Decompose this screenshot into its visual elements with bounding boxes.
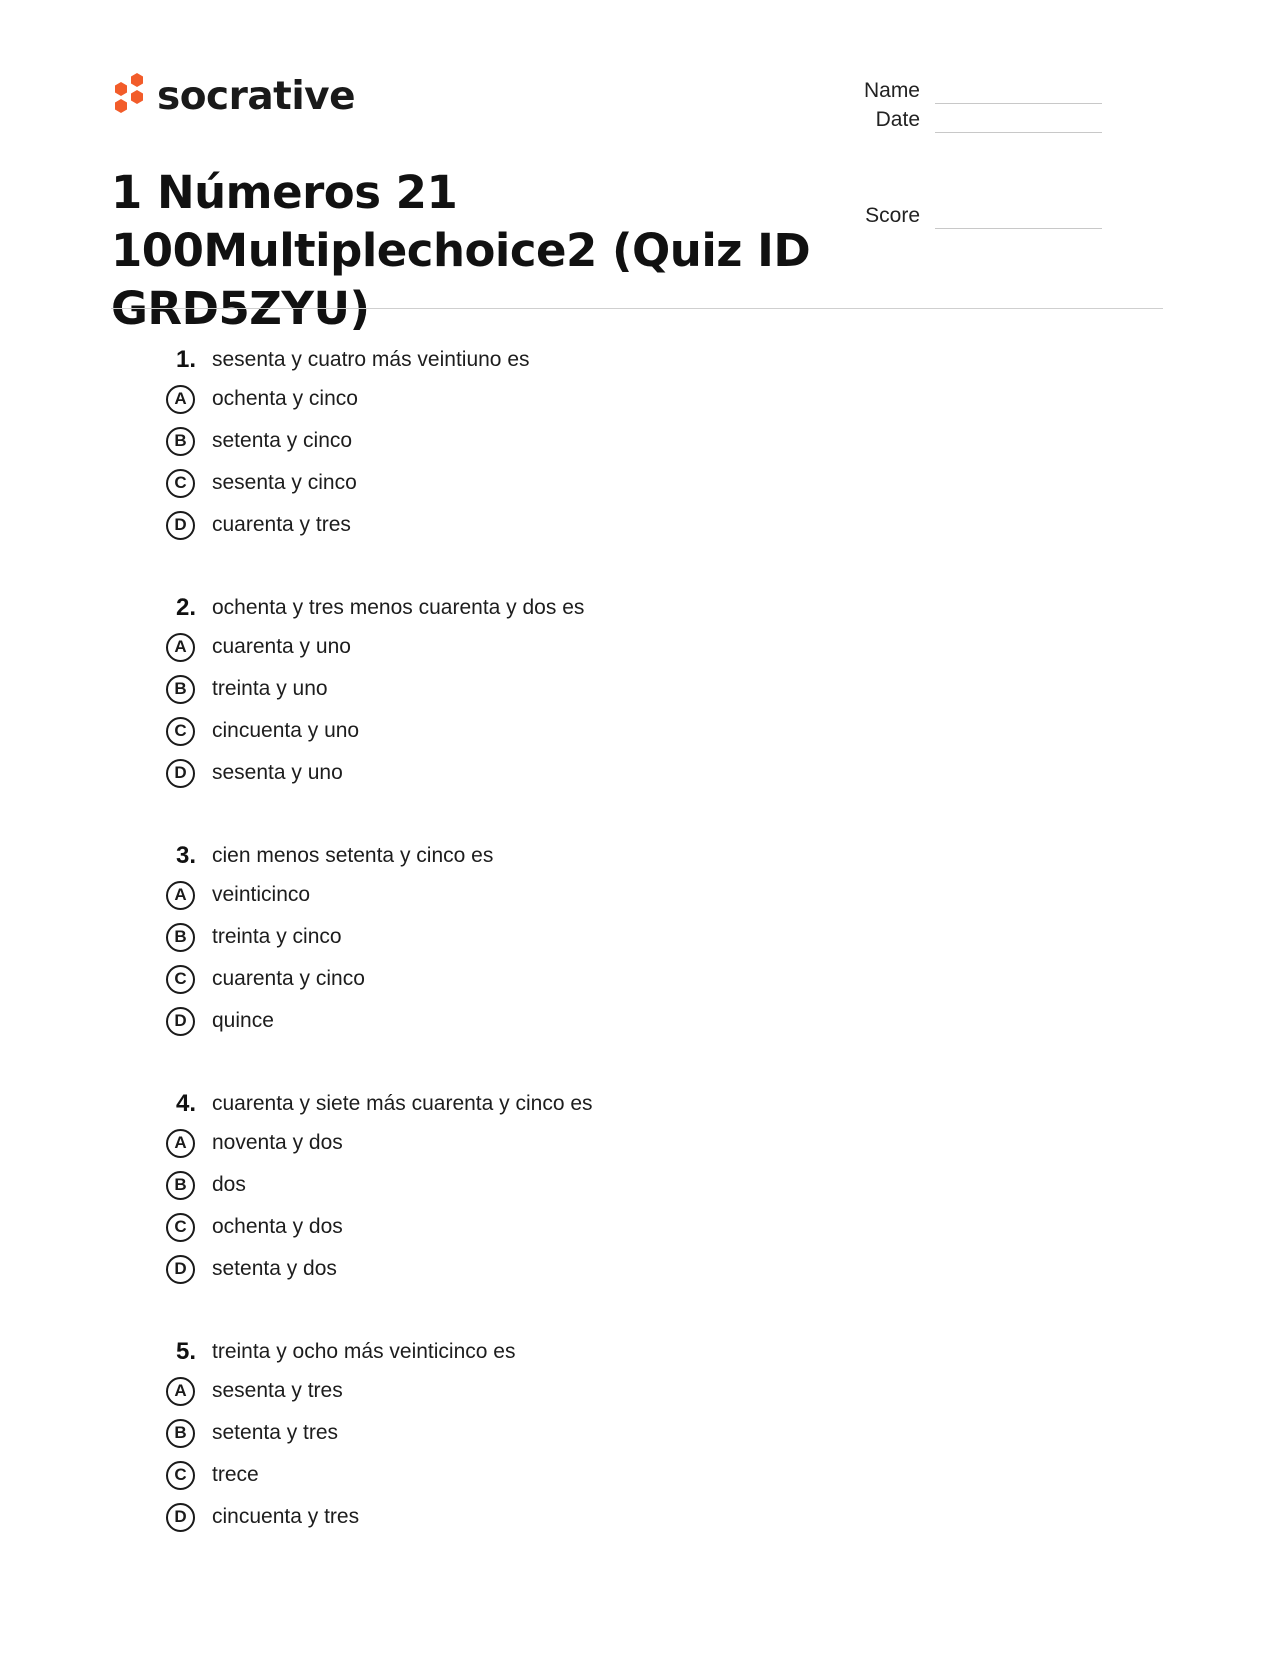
option-letter-circle[interactable]: A [166, 1129, 195, 1158]
question-list [160, 342, 1060, 1582]
option-text: dos [212, 1173, 246, 1196]
option-letter-circle[interactable]: D [166, 759, 195, 788]
date-label: Date [875, 108, 920, 131]
question-text: treinta y ocho más veinticinco es [212, 1340, 516, 1363]
option-text: setenta y cinco [212, 429, 353, 452]
option-text: trece [212, 1463, 259, 1486]
answer-option[interactable] [160, 1412, 1060, 1454]
answer-option[interactable] [160, 420, 1060, 462]
option-letter-circle[interactable]: C [166, 717, 195, 746]
question-number: 5. [175, 1338, 196, 1365]
answer-option[interactable] [160, 958, 1060, 1000]
option-letter-circle[interactable]: D [166, 1007, 195, 1036]
option-text: setenta y dos [212, 1257, 337, 1280]
date-line[interactable] [935, 112, 1102, 133]
option-text: cuarenta y tres [212, 513, 351, 536]
question-2 [160, 590, 1060, 794]
score-line[interactable] [935, 208, 1102, 229]
question-number: 2. [175, 594, 196, 621]
option-text: ochenta y dos [212, 1215, 343, 1238]
question-header [160, 342, 1060, 378]
option-text: quince [212, 1009, 274, 1032]
option-text: sesenta y tres [212, 1379, 343, 1402]
question-5 [160, 1334, 1060, 1538]
question-header [160, 1086, 1060, 1122]
option-letter-circle[interactable]: A [166, 385, 195, 414]
question-text: sesenta y cuatro más veintiuno es [212, 348, 530, 371]
option-text: treinta y cinco [212, 925, 342, 948]
question-number: 4. [175, 1090, 196, 1117]
answer-option[interactable] [160, 1496, 1060, 1538]
option-letter-circle[interactable]: B [166, 427, 195, 456]
option-text: cuarenta y cinco [212, 967, 365, 990]
answer-option[interactable] [160, 916, 1060, 958]
question-4 [160, 1086, 1060, 1290]
answer-option[interactable] [160, 874, 1060, 916]
option-letter-circle[interactable]: A [166, 1377, 195, 1406]
question-1 [160, 342, 1060, 546]
answer-option[interactable] [160, 626, 1060, 668]
answer-option[interactable] [160, 752, 1060, 794]
brand-name: socrative [157, 74, 356, 119]
header-divider [111, 308, 1163, 309]
option-letter-circle[interactable]: C [166, 1213, 195, 1242]
option-letter-circle[interactable]: B [166, 1171, 195, 1200]
hexagon-cluster-icon [111, 72, 149, 122]
answer-option[interactable] [160, 1370, 1060, 1412]
option-letter-circle[interactable]: D [166, 1503, 195, 1532]
question-text: cuarenta y siete más cuarenta y cinco es [212, 1092, 593, 1115]
name-label: Name [863, 79, 920, 102]
option-letter-circle[interactable]: A [166, 633, 195, 662]
option-letter-circle[interactable]: C [166, 469, 195, 498]
answer-option[interactable] [160, 710, 1060, 752]
answer-option[interactable] [160, 1122, 1060, 1164]
question-number: 1. [175, 346, 196, 373]
quiz-title: 1 Números 21 100Multiplechoice2 (Quiz ID GRD5ZYU) [111, 166, 811, 335]
option-text: veinticinco [212, 883, 311, 906]
question-header [160, 590, 1060, 626]
question-text: ochenta y tres menos cuarenta y dos es [212, 596, 585, 619]
question-header [160, 838, 1060, 874]
answer-option[interactable] [160, 1164, 1060, 1206]
option-letter-circle[interactable]: D [166, 1255, 195, 1284]
option-letter-circle[interactable]: D [166, 511, 195, 540]
option-letter-circle[interactable]: B [166, 675, 195, 704]
option-letter-circle[interactable]: B [166, 923, 195, 952]
option-text: cincuenta y tres [212, 1505, 360, 1528]
option-text: cuarenta y uno [212, 635, 351, 658]
option-letter-circle[interactable]: C [166, 965, 195, 994]
question-header [160, 1334, 1060, 1370]
answer-option[interactable] [160, 1454, 1060, 1496]
answer-option[interactable] [160, 1206, 1060, 1248]
option-text: noventa y dos [212, 1131, 343, 1154]
date-field [800, 107, 1102, 133]
answer-option[interactable] [160, 1000, 1060, 1042]
answer-option[interactable] [160, 668, 1060, 710]
answer-option[interactable] [160, 462, 1060, 504]
option-text: sesenta y uno [212, 761, 343, 784]
answer-option[interactable] [160, 1248, 1060, 1290]
brand-logo [111, 72, 355, 122]
option-letter-circle[interactable]: B [166, 1419, 195, 1448]
option-text: sesenta y cinco [212, 471, 357, 494]
option-text: ochenta y cinco [212, 387, 358, 410]
score-label: Score [865, 204, 920, 227]
name-line[interactable] [935, 83, 1102, 104]
option-text: cincuenta y uno [212, 719, 360, 742]
question-3 [160, 838, 1060, 1042]
question-text: cien menos setenta y cinco es [212, 844, 494, 867]
option-letter-circle[interactable]: C [166, 1461, 195, 1490]
option-text: treinta y uno [212, 677, 328, 700]
name-field [800, 78, 1102, 104]
question-number: 3. [175, 842, 196, 869]
option-letter-circle[interactable]: A [166, 881, 195, 910]
option-text: setenta y tres [212, 1421, 339, 1444]
answer-option[interactable] [160, 378, 1060, 420]
answer-option[interactable] [160, 504, 1060, 546]
